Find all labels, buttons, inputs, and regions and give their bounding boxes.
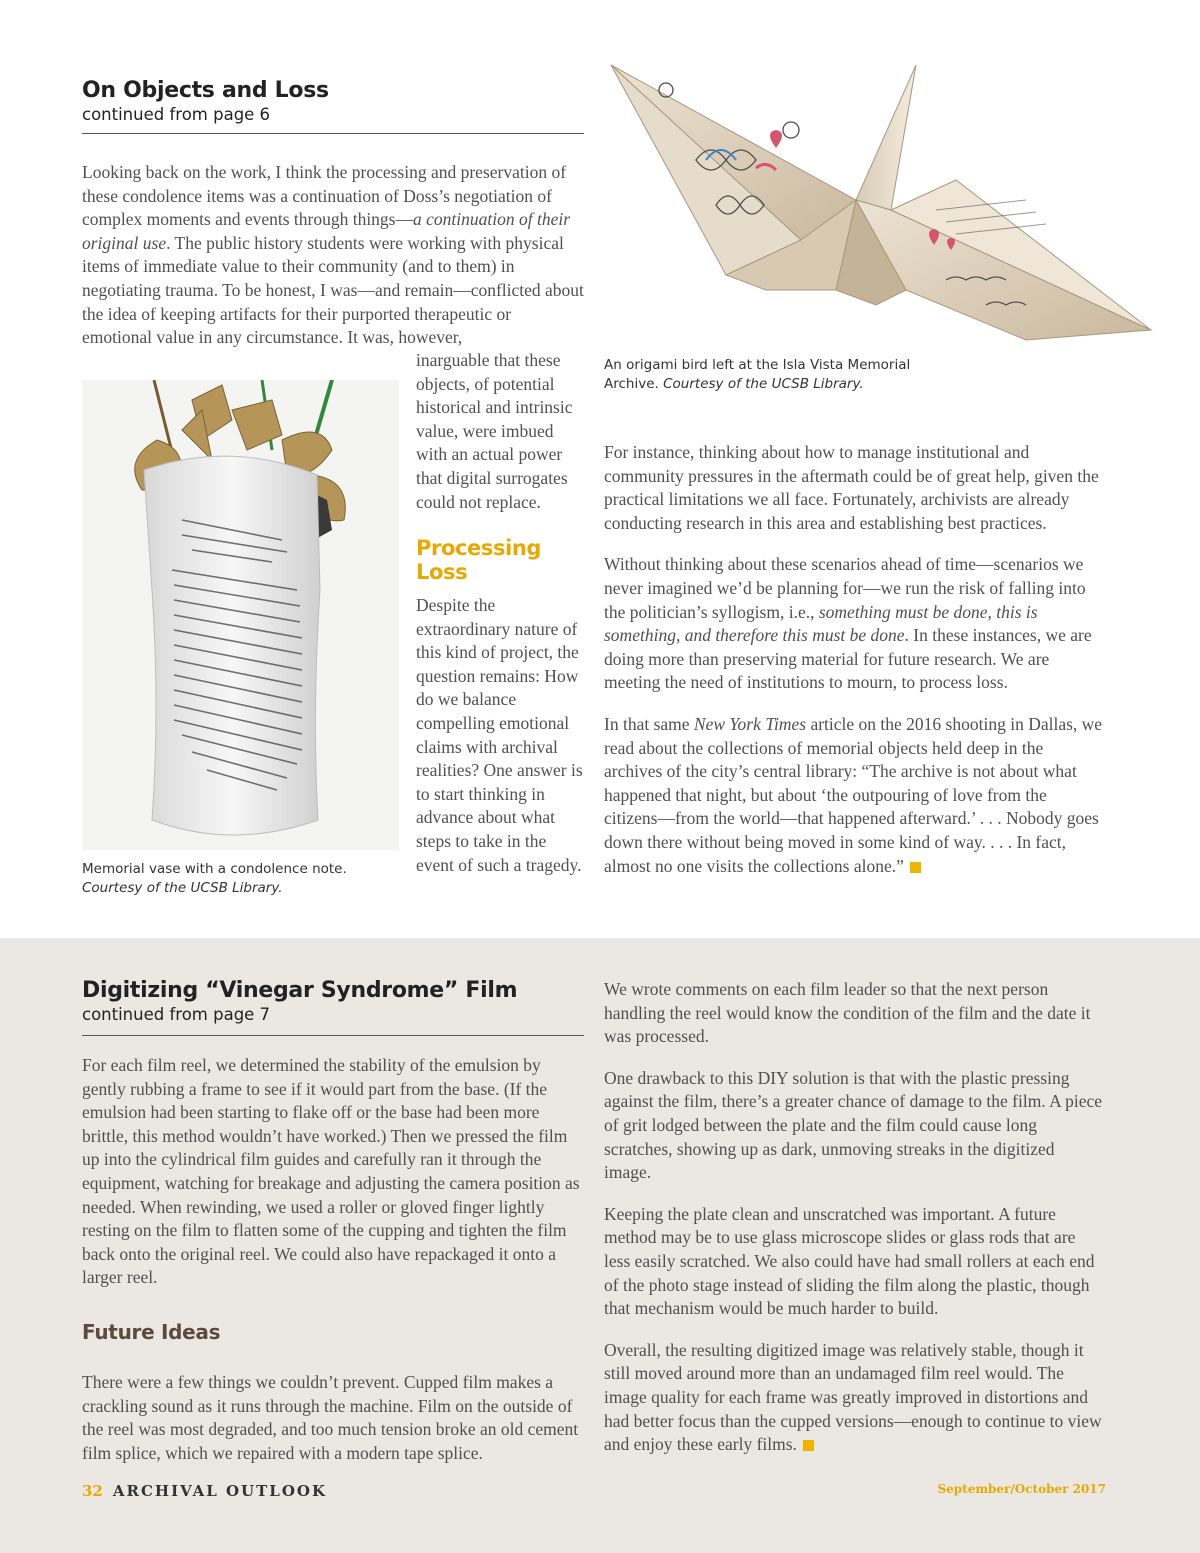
future-ideas-subhead: Future Ideas (82, 1320, 221, 1344)
article2-title: Digitizing “Vinegar Syndrome” Film (82, 978, 518, 1003)
article1-right-paragraph-1: For instance, thinking about how to manage institutional and community pressures in the aftermath could be of great help, given the practical limitations we all face. Fortunately, archivists are already conducting research in this area and establishing best practices. (604, 442, 1099, 533)
publication-name: ARCHIVAL OUTLOOK (112, 1482, 328, 1500)
article2-right-column (604, 978, 1104, 1475)
origami-bird-illustration (606, 60, 1154, 350)
bird-caption: An origami bird left at the Isla Vista Memorial Archive. Courtesy of the UCSB Library. (604, 357, 911, 392)
article2-left-paragraph-1: For each film reel, we determined the stability of the emulsion by gently rubbing a frame to see if it would part from the base. (If the emulsion had been starting to flake off or the base had been more brittle, this method wouldn’t have worked.) Then we pressed the film up into the cylindrical film guides and carefully ran it through the equipment, watching for breakage and adjusting the camera position as needed. When rewinding, we used a roller or gloved finger lightly resting on the film to flatten some of the cupping and tighten the film back onto the original reel. We could also have repackaged it onto a larger reel. (82, 1055, 580, 1288)
article1-narrow-column-bottom: Despite the extraordinary nature of this kind of project, the question remains: How do we balance compelling emotional claims with archival realities? One answer is to start thinking in advance about what steps to take in the event of such a tragedy. (416, 595, 583, 875)
origami-bird-photo (606, 60, 1154, 350)
article2-right-paragraph-1: We wrote comments on each film leader so that the next person handling the reel would know the condition of the film and the date it was processed. (604, 979, 1091, 1047)
article2-right-paragraph-2: One drawback to this DIY solution is that with the plastic pressing against the film, there’s a greater chance of damage to the film. A piece of grit lodged between the plate and the film could cause long scratches, showing up as dark, unmoving streaks in the digitized image. (604, 1067, 1103, 1183)
article2-left-paragraph-2: There were a few things we couldn’t prevent. Cupped film makes a crackling sound as it runs through the machine. Film on the outside of the reel was most degraded, and too much tension broke an old cement film splice, which we repaired with a modern tape splice. (82, 1372, 579, 1463)
article1-narrow-column-top: inarguable that these objects, of potential historical and intrinsic value, were imbued with an actual power that digital surrogates could not replace. (416, 350, 573, 512)
article2-right-paragraph-4: Overall, the resulting digitized image was relatively stable, though it still moved around more than an undamaged film reel would. The image quality for each frame was greatly improved in distortions and had better focus than the cupped versions—enough to continue to view and enjoy these early films. (604, 1339, 1102, 1455)
issue-date: September/October 2017 (937, 1482, 1106, 1496)
article1-title: On Objects and Loss (82, 78, 329, 103)
article2-continued: continued from page 7 (82, 1005, 271, 1024)
article1-right-paragraph-3: In that same New York Times article on the 2016 shooting in Dallas, we read about the collections of memorial objects held deep in the archives of the city’s central library: “The archive is not about what happened that night, but about ‘the outpouring of love from the citizens—from the world—that happened afterward.’ . . . Nobody goes down there without being moved in some kind of way. . . . In fact, almost no one visits the collections alone.” (604, 713, 1103, 876)
vase-caption: Memorial vase with a condolence note. Courtesy of the UCSB Library. (82, 861, 347, 896)
article2-rule (82, 1035, 584, 1036)
article1-header (82, 78, 584, 124)
article1-right-column (604, 441, 1104, 896)
memorial-vase-photo (82, 380, 399, 850)
processing-loss-subhead: Processing Loss (416, 536, 542, 584)
article-end-mark (910, 862, 921, 873)
article1-continued: continued from page 6 (82, 105, 271, 124)
article-end-mark (803, 1440, 814, 1451)
article1-right-paragraph-2: Without thinking about these scenarios ahead of time—scenarios we never imagined we’d be planning for—we run the risk of falling into the politician’s syllogism, i.e., something must be done, this is something, and therefore this must be done. In these instances, we are doing more than preserving material for future research. We are meeting the need of institutions to mourn, to process loss. (604, 554, 1092, 693)
memorial-vase-illustration (82, 380, 399, 850)
article1-rule (82, 133, 584, 134)
footer-left (82, 1482, 327, 1500)
article1-intro-paragraph: Looking back on the work, I think the processing and preservation of these condolence items was a continuation of Doss’s negotiation of complex moments and events through things—a continuation of their original use. The public history students were working with physical items of immediate value to their community (and to them) in negotiating trauma. To be honest, I was—and remain—conflicted about the idea of keeping artifacts for their purported therapeutic or emotional value in any circumstance. It was, however, (82, 162, 584, 348)
article2-header (82, 978, 584, 1024)
article2-right-paragraph-3: Keeping the plate clean and unscratched was important. A future method may be to use glass microscope slides or glass rods that are less easily scratched. We also could have had small rollers at each end of the photo stage instead of sliding the film along the plastic, though that mechanism would be much harder to build. (604, 1203, 1095, 1319)
page-number: 32 (82, 1482, 103, 1500)
